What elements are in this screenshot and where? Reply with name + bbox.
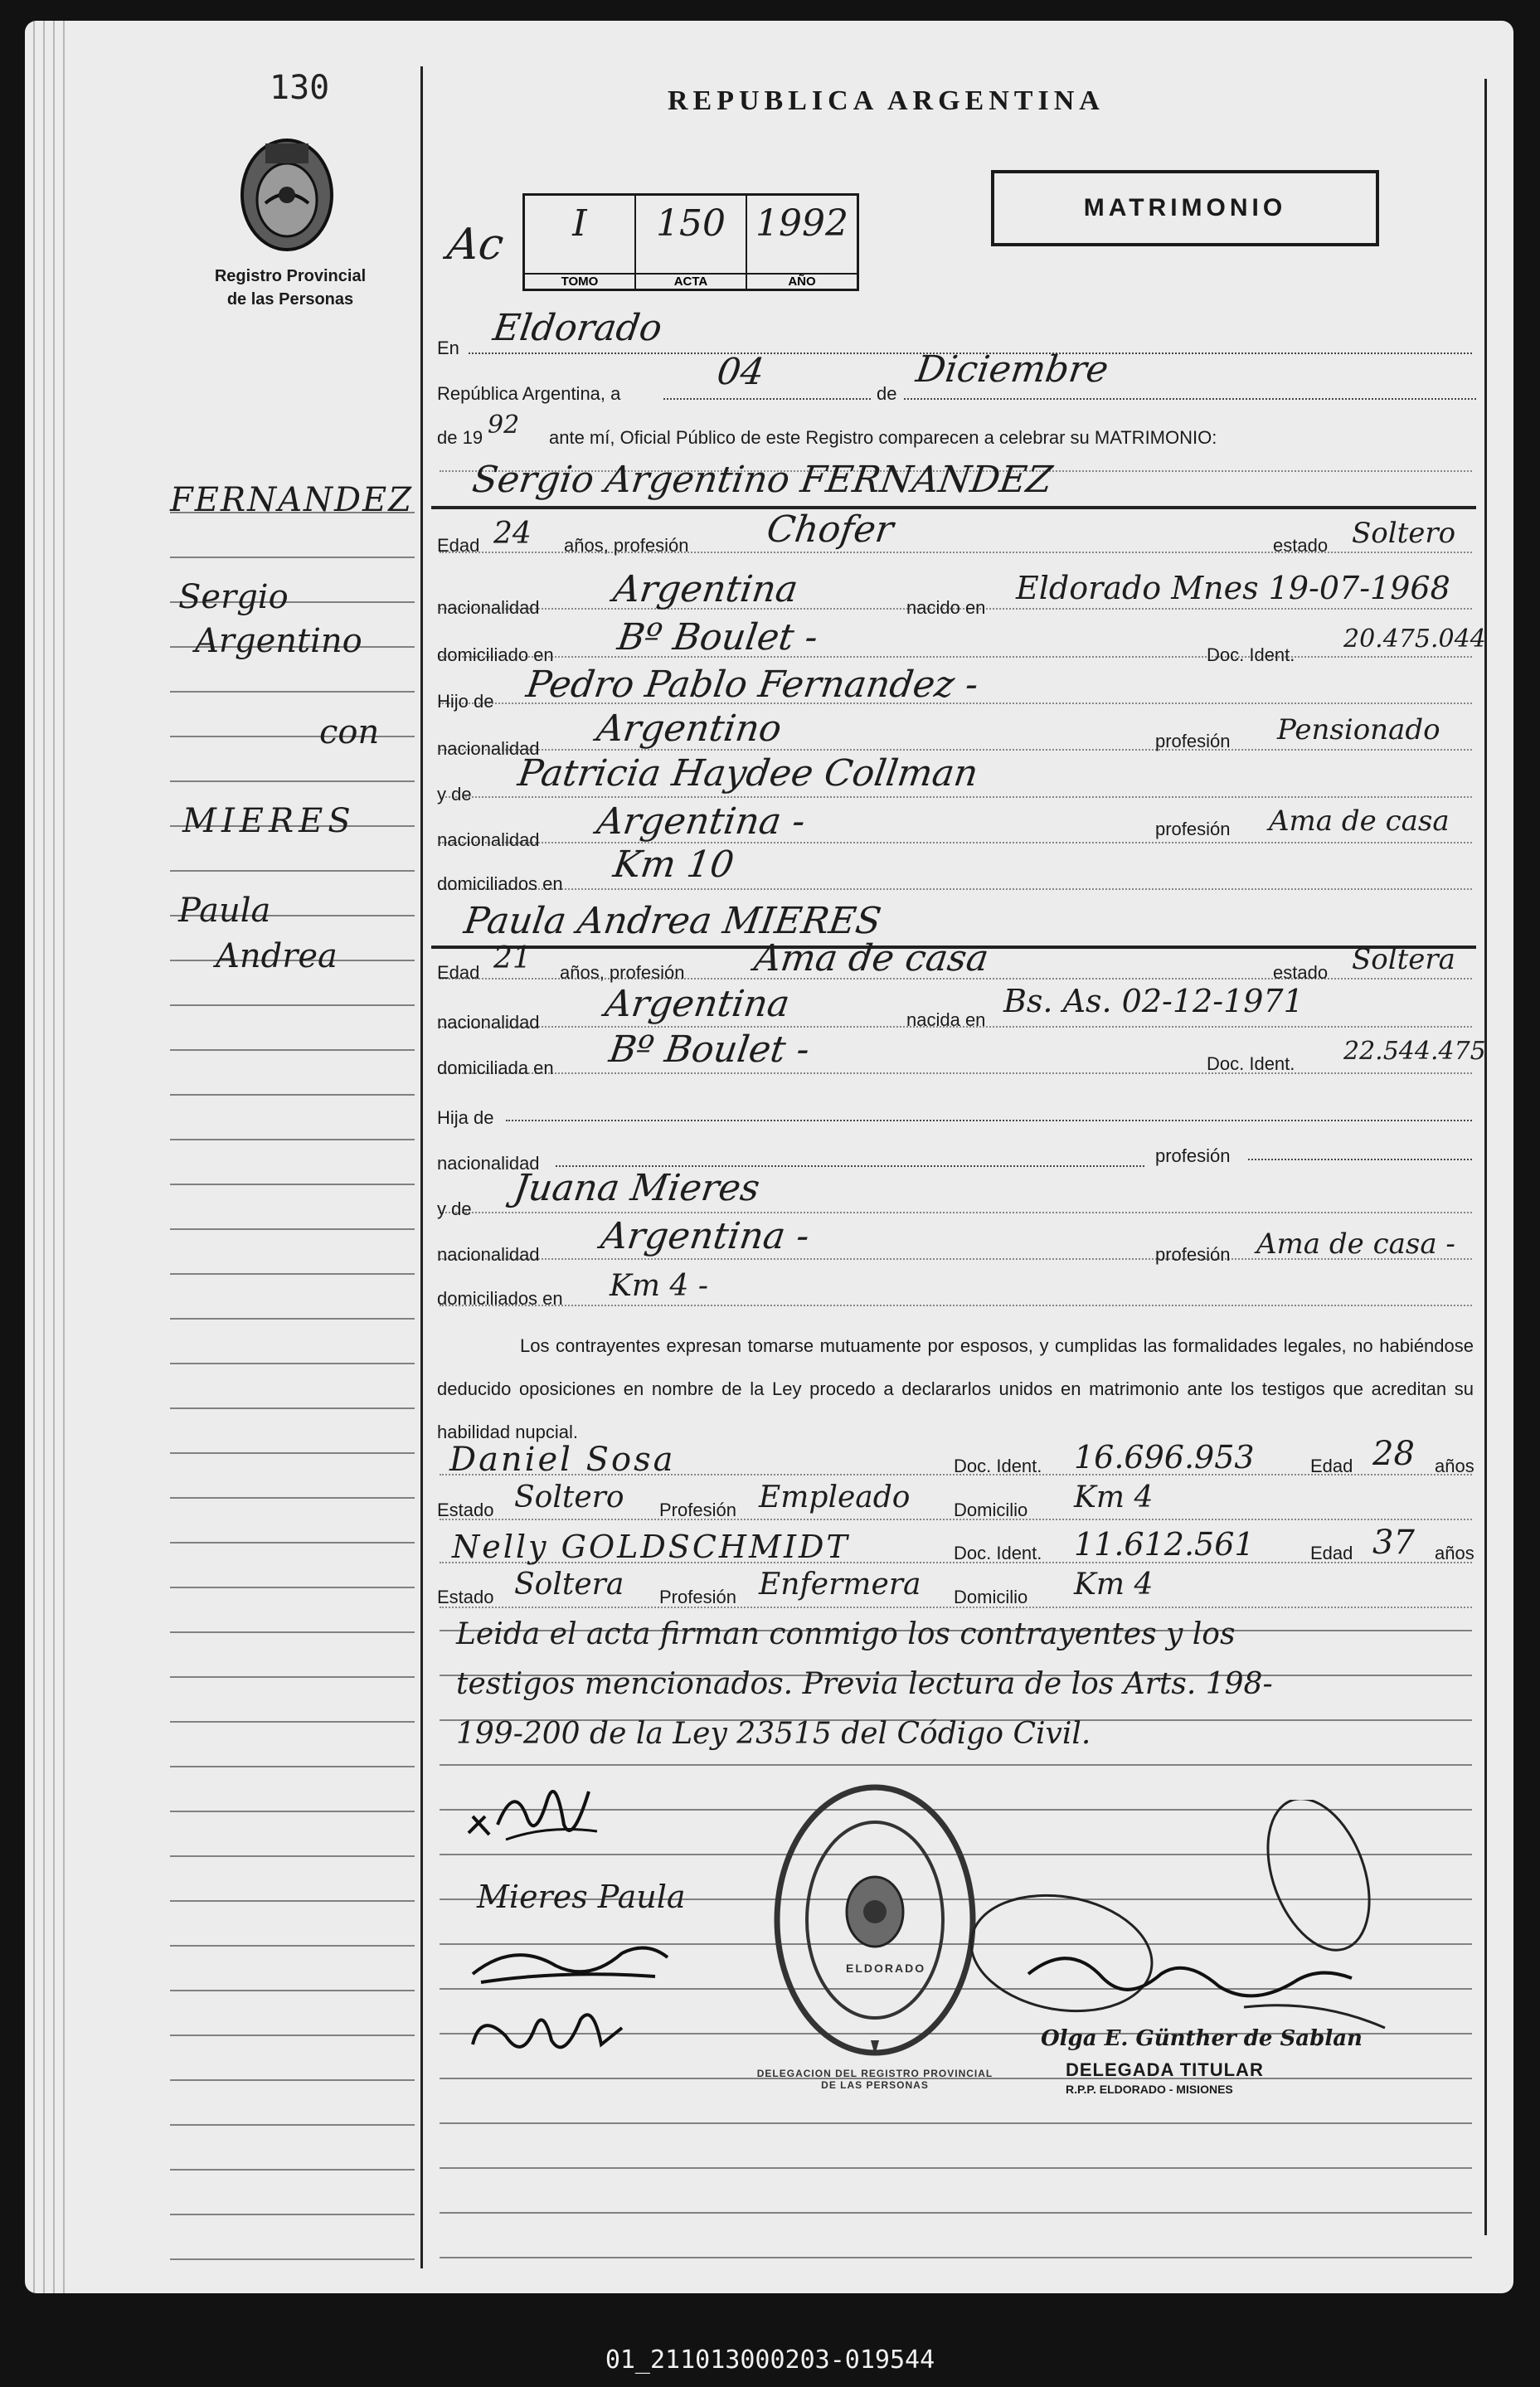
register-page bbox=[25, 21, 1513, 2293]
margin-ruled-line bbox=[170, 1228, 415, 1230]
groom-madre-nac-label: nacionalidad bbox=[437, 829, 540, 850]
margin-note-bride-firstname: Paula bbox=[178, 892, 271, 930]
body-ruled-line bbox=[440, 1764, 1472, 1766]
bride-estado: Soltera bbox=[1352, 943, 1455, 976]
witness-2-estado: Soltera bbox=[514, 1568, 624, 1602]
margin-ruled-line bbox=[170, 1676, 415, 1678]
page-edge bbox=[53, 21, 55, 2293]
bride-padres-dom: Km 4 - bbox=[610, 1269, 708, 1303]
bride-yde-label: y de bbox=[437, 1198, 472, 1219]
official-title: DELEGADA TITULAR bbox=[1066, 2059, 1264, 2080]
bride-nacida-label: nacida en bbox=[906, 1009, 986, 1030]
margin-ruled-line bbox=[170, 2214, 415, 2215]
closing-note-line-2: testigos mencionados. Previa lectura de los Arts. 198- bbox=[456, 1667, 1273, 1701]
witness-1-signature-icon bbox=[464, 1937, 680, 1995]
groom-edad-label: Edad bbox=[437, 535, 480, 556]
registry-line-1: Registro Provincial bbox=[214, 267, 367, 285]
groom-domicilio: Bº Boulet - bbox=[615, 616, 821, 659]
groom-domicilio-label: domiciliado en bbox=[437, 644, 554, 665]
bride-madre-nac: Argentina - bbox=[598, 1215, 813, 1257]
field-dotted-line bbox=[440, 1305, 1472, 1306]
body-ruled-line bbox=[440, 2212, 1472, 2214]
margin-note-firstname: Sergio bbox=[178, 578, 289, 616]
en-label: En bbox=[437, 338, 459, 358]
margin-ruled-line bbox=[170, 1945, 415, 1947]
document-type: MATRIMONIO bbox=[1083, 194, 1287, 221]
page-edge bbox=[33, 21, 35, 2293]
witness-2-doc: 11.612.561 bbox=[1074, 1526, 1255, 1563]
day-value: 04 bbox=[714, 351, 767, 393]
ano-value: 1992 bbox=[755, 202, 848, 245]
witness-2-domicilio-label: Domicilio bbox=[954, 1587, 1028, 1607]
bride-padre-prof-line bbox=[1248, 1159, 1472, 1160]
witness-2-doc-label: Doc. Ident. bbox=[954, 1543, 1042, 1563]
tomo-cell bbox=[525, 196, 636, 289]
margin-ruled-line bbox=[170, 780, 415, 782]
bride-madre-nac-label: nacionalidad bbox=[437, 1244, 540, 1265]
document-type-box bbox=[991, 170, 1379, 246]
margin-note-bride-secondname: Andrea bbox=[216, 937, 338, 975]
body-ruled-line bbox=[440, 2122, 1472, 2124]
margin-ruled-line bbox=[170, 1407, 415, 1409]
bride-madre: Juana Mieres bbox=[511, 1167, 763, 1209]
groom-signature-icon bbox=[456, 1767, 622, 1858]
margin-note-bride-surname: MIERES bbox=[182, 802, 356, 840]
field-dotted-line bbox=[440, 888, 1472, 890]
witness-1-domicilio-label: Domicilio bbox=[954, 1500, 1028, 1520]
provincial-coat-of-arms-icon bbox=[232, 127, 342, 260]
groom-section-rule bbox=[431, 506, 1476, 509]
bride-padre-prof-label: profesión bbox=[1155, 1145, 1231, 1166]
month-value: Diciembre bbox=[913, 348, 1111, 391]
field-dotted-line bbox=[440, 656, 1472, 658]
bride-doc-label: Doc. Ident. bbox=[1207, 1053, 1295, 1074]
witness-2-signature-icon bbox=[456, 1995, 639, 2069]
witness-1-doc-label: Doc. Ident. bbox=[954, 1456, 1042, 1476]
bride-estado-label: estado bbox=[1273, 962, 1329, 983]
witness-1-domicilio: Km 4 bbox=[1074, 1480, 1154, 1514]
page-number: 130 bbox=[270, 69, 330, 107]
bride-domicilio-label: domiciliada en bbox=[437, 1057, 554, 1078]
margin-column-rule bbox=[420, 66, 423, 2268]
margin-ruled-line bbox=[170, 1004, 415, 1006]
bride-name: Paula Andrea MIERES bbox=[461, 900, 884, 942]
opening-text: ante mí, Oficial Público de este Registro comparecen a celebrar su MATRIMONIO: bbox=[549, 427, 1217, 448]
margin-ruled-line bbox=[170, 691, 415, 693]
month-line bbox=[904, 398, 1476, 400]
closing-note-line-1: Leida el acta firman conmigo los contrayentes y los bbox=[456, 1617, 1236, 1651]
place-value: Eldorado bbox=[490, 307, 665, 349]
witness-1-estado: Soltero bbox=[514, 1480, 624, 1514]
margin-ruled-line bbox=[170, 1273, 415, 1275]
margin-ruled-line bbox=[170, 870, 415, 872]
groom-estado-label: estado bbox=[1273, 535, 1329, 556]
tomo-acta-ano-box bbox=[522, 193, 859, 291]
bride-profesion-label: años, profesión bbox=[560, 962, 685, 983]
day-line bbox=[663, 398, 871, 400]
seal-outer-text: DELEGACION DEL REGISTRO PROVINCIAL DE LAS PERSONAS bbox=[756, 2068, 993, 2091]
groom-nacido: Eldorado Mnes 19-07-1968 bbox=[1016, 570, 1450, 606]
seal-inner-text: ELDORADO bbox=[846, 1962, 926, 1975]
witness-1-profesion-label: Profesión bbox=[659, 1500, 736, 1520]
official-signature-icon bbox=[970, 1800, 1402, 2032]
groom-hijo-label: Hijo de bbox=[437, 691, 494, 712]
margin-ruled-line bbox=[170, 557, 415, 558]
tomo-label: TOMO bbox=[525, 273, 634, 289]
groom-padre: Pedro Pablo Fernandez - bbox=[523, 664, 981, 706]
margin-ruled-line bbox=[170, 1766, 415, 1767]
official-name: Olga E. Günther de Sablan bbox=[1041, 2026, 1363, 2051]
acta-label: ACTA bbox=[636, 273, 746, 289]
witness-1-edad-label: Edad bbox=[1310, 1456, 1353, 1476]
margin-ruled-line bbox=[170, 1990, 415, 1991]
bride-edad-label: Edad bbox=[437, 962, 480, 983]
field-dotted-line bbox=[440, 1212, 1472, 1213]
margin-note-surname: FERNANDEZ bbox=[170, 481, 414, 519]
margin-ruled-line bbox=[170, 1318, 415, 1320]
bride-domicilio: Bº Boulet - bbox=[606, 1028, 813, 1071]
margin-ruled-line bbox=[170, 1721, 415, 1723]
margin-ruled-line bbox=[170, 1497, 415, 1499]
groom-profesion: Chofer bbox=[764, 508, 896, 551]
margin-ruled-line bbox=[170, 1811, 415, 1812]
republica-label: República Argentina, a bbox=[437, 383, 621, 404]
groom-doc-label: Doc. Ident. bbox=[1207, 644, 1295, 665]
groom-madre-prof: Ama de casa bbox=[1269, 805, 1450, 838]
witness-2-name: Nelly GOLDSCHMIDT bbox=[452, 1529, 850, 1565]
bride-signature: Mieres Paula bbox=[477, 1879, 686, 1915]
margin-ruled-line bbox=[170, 1184, 415, 1185]
margin-note-secondname: Argentino bbox=[195, 622, 362, 660]
margin-note-con: con bbox=[319, 713, 380, 751]
field-dotted-line bbox=[440, 1072, 1472, 1074]
groom-nacionalidad: Argentina bbox=[610, 568, 801, 610]
field-dotted-line bbox=[440, 796, 1472, 798]
bride-nacida: Bs. As. 02-12-1971 bbox=[1003, 983, 1304, 1019]
groom-estado: Soltero bbox=[1352, 517, 1456, 550]
body-ruled-line bbox=[440, 2167, 1472, 2169]
groom-name: Sergio Argentino FERNANDEZ bbox=[469, 459, 1055, 501]
groom-doc: 20.475.044 bbox=[1343, 625, 1486, 654]
witness-2-estado-label: Estado bbox=[437, 1587, 494, 1607]
right-margin-rule bbox=[1484, 79, 1487, 2235]
margin-mark: Ac bbox=[444, 220, 507, 270]
groom-edad: 24 bbox=[493, 517, 532, 551]
margin-ruled-line bbox=[170, 2035, 415, 2036]
witness-2-edad-label: Edad bbox=[1310, 1543, 1353, 1563]
groom-padres-dom: Km 10 bbox=[610, 843, 737, 886]
body-ruled-line bbox=[440, 2257, 1472, 2258]
bride-padres-dom-label: domiciliados en bbox=[437, 1288, 563, 1309]
bride-hija-label: Hija de bbox=[437, 1107, 494, 1128]
groom-madre-nac: Argentina - bbox=[594, 800, 809, 843]
registry-line-2: de las Personas bbox=[226, 290, 354, 309]
groom-padre-prof-label: profesión bbox=[1155, 731, 1231, 751]
tomo-value: I bbox=[572, 202, 587, 245]
bride-padre-nac-label: nacionalidad bbox=[437, 1153, 540, 1174]
margin-ruled-line bbox=[170, 1452, 415, 1454]
margin-ruled-line bbox=[170, 1900, 415, 1902]
witness-2-profesion: Enfermera bbox=[759, 1568, 921, 1602]
bride-hija-line bbox=[506, 1120, 1472, 1121]
declaration-text: Los contrayentes expresan tomarse mutuamente por esposos, y cumplidas las formalidades legales, no habiéndose deducido oposiciones en nombre de la Ley procedo a declararlos unidos en matrimonio ante los testigos que acreditan su habilidad nupcial. bbox=[437, 1335, 1474, 1442]
bride-nacionalidad: Argentina bbox=[602, 983, 793, 1025]
de-label: de bbox=[877, 383, 897, 404]
margin-ruled-line bbox=[170, 2169, 415, 2171]
year-prefix: de 19 bbox=[437, 427, 483, 448]
acta-value: 150 bbox=[656, 202, 726, 245]
groom-profesion-label: años, profesión bbox=[564, 535, 689, 556]
groom-padre-nac-label: nacionalidad bbox=[437, 738, 540, 759]
groom-padre-nac: Argentino bbox=[594, 707, 785, 750]
margin-ruled-line bbox=[170, 1631, 415, 1633]
margin-ruled-line bbox=[170, 1587, 415, 1588]
margin-ruled-line bbox=[170, 1139, 415, 1140]
bride-nacionalidad-label: nacionalidad bbox=[437, 1012, 540, 1033]
groom-madre: Patricia Haydee Collman bbox=[515, 752, 981, 795]
witness-2-profesion-label: Profesión bbox=[659, 1587, 736, 1607]
margin-ruled-line bbox=[170, 1855, 415, 1857]
ano-cell bbox=[747, 196, 857, 289]
official-office: R.P.P. ELDORADO - MISIONES bbox=[1066, 2083, 1233, 2096]
witness-2-edad: 37 bbox=[1372, 1524, 1415, 1562]
bride-profesion: Ama de casa bbox=[751, 937, 992, 980]
groom-padre-prof: Pensionado bbox=[1277, 713, 1440, 746]
groom-nacionalidad-label: nacionalidad bbox=[437, 597, 540, 618]
closing-note-line-3: 199-200 de la Ley 23515 del Código Civil. bbox=[456, 1717, 1091, 1751]
bride-madre-prof: Ama de casa - bbox=[1256, 1228, 1455, 1261]
groom-madre-prof-label: profesión bbox=[1155, 819, 1231, 839]
groom-padres-dom-label: domiciliados en bbox=[437, 873, 563, 894]
witness-1-edad: 28 bbox=[1372, 1435, 1415, 1473]
margin-ruled-line bbox=[170, 1094, 415, 1096]
year-suffix: 92 bbox=[488, 411, 520, 440]
margin-ruled-line bbox=[170, 1363, 415, 1364]
witness-1-profesion: Empleado bbox=[759, 1480, 911, 1514]
groom-nacido-label: nacido en bbox=[906, 597, 986, 618]
witness-1-estado-label: Estado bbox=[437, 1500, 494, 1520]
country-heading: REPUBLICA ARGENTINA bbox=[668, 85, 1105, 116]
witness-1-name: Daniel Sosa bbox=[449, 1441, 676, 1479]
bride-edad: 21 bbox=[493, 941, 532, 975]
page-edge bbox=[43, 21, 45, 2293]
acta-cell bbox=[636, 196, 747, 289]
witness-1-doc: 16.696.953 bbox=[1074, 1439, 1255, 1475]
groom-yde-label: y de bbox=[437, 784, 472, 805]
witness-2-anos-label: años bbox=[1435, 1543, 1474, 1563]
margin-ruled-line bbox=[170, 1049, 415, 1051]
bride-madre-prof-label: profesión bbox=[1155, 1244, 1231, 1265]
witness-1-anos-label: años bbox=[1435, 1456, 1474, 1476]
bride-doc: 22.544.475 bbox=[1343, 1037, 1486, 1066]
registry-seal-icon bbox=[767, 1775, 983, 2065]
witness-2-domicilio: Km 4 bbox=[1074, 1568, 1154, 1602]
ano-label: AÑO bbox=[747, 273, 857, 289]
margin-ruled-line bbox=[170, 2258, 415, 2260]
margin-ruled-line bbox=[170, 2079, 415, 2081]
margin-ruled-line bbox=[170, 2124, 415, 2126]
image-caption: 01_211013000203-019544 bbox=[605, 2346, 935, 2375]
page-edge bbox=[63, 21, 65, 2293]
margin-ruled-line bbox=[170, 1542, 415, 1544]
